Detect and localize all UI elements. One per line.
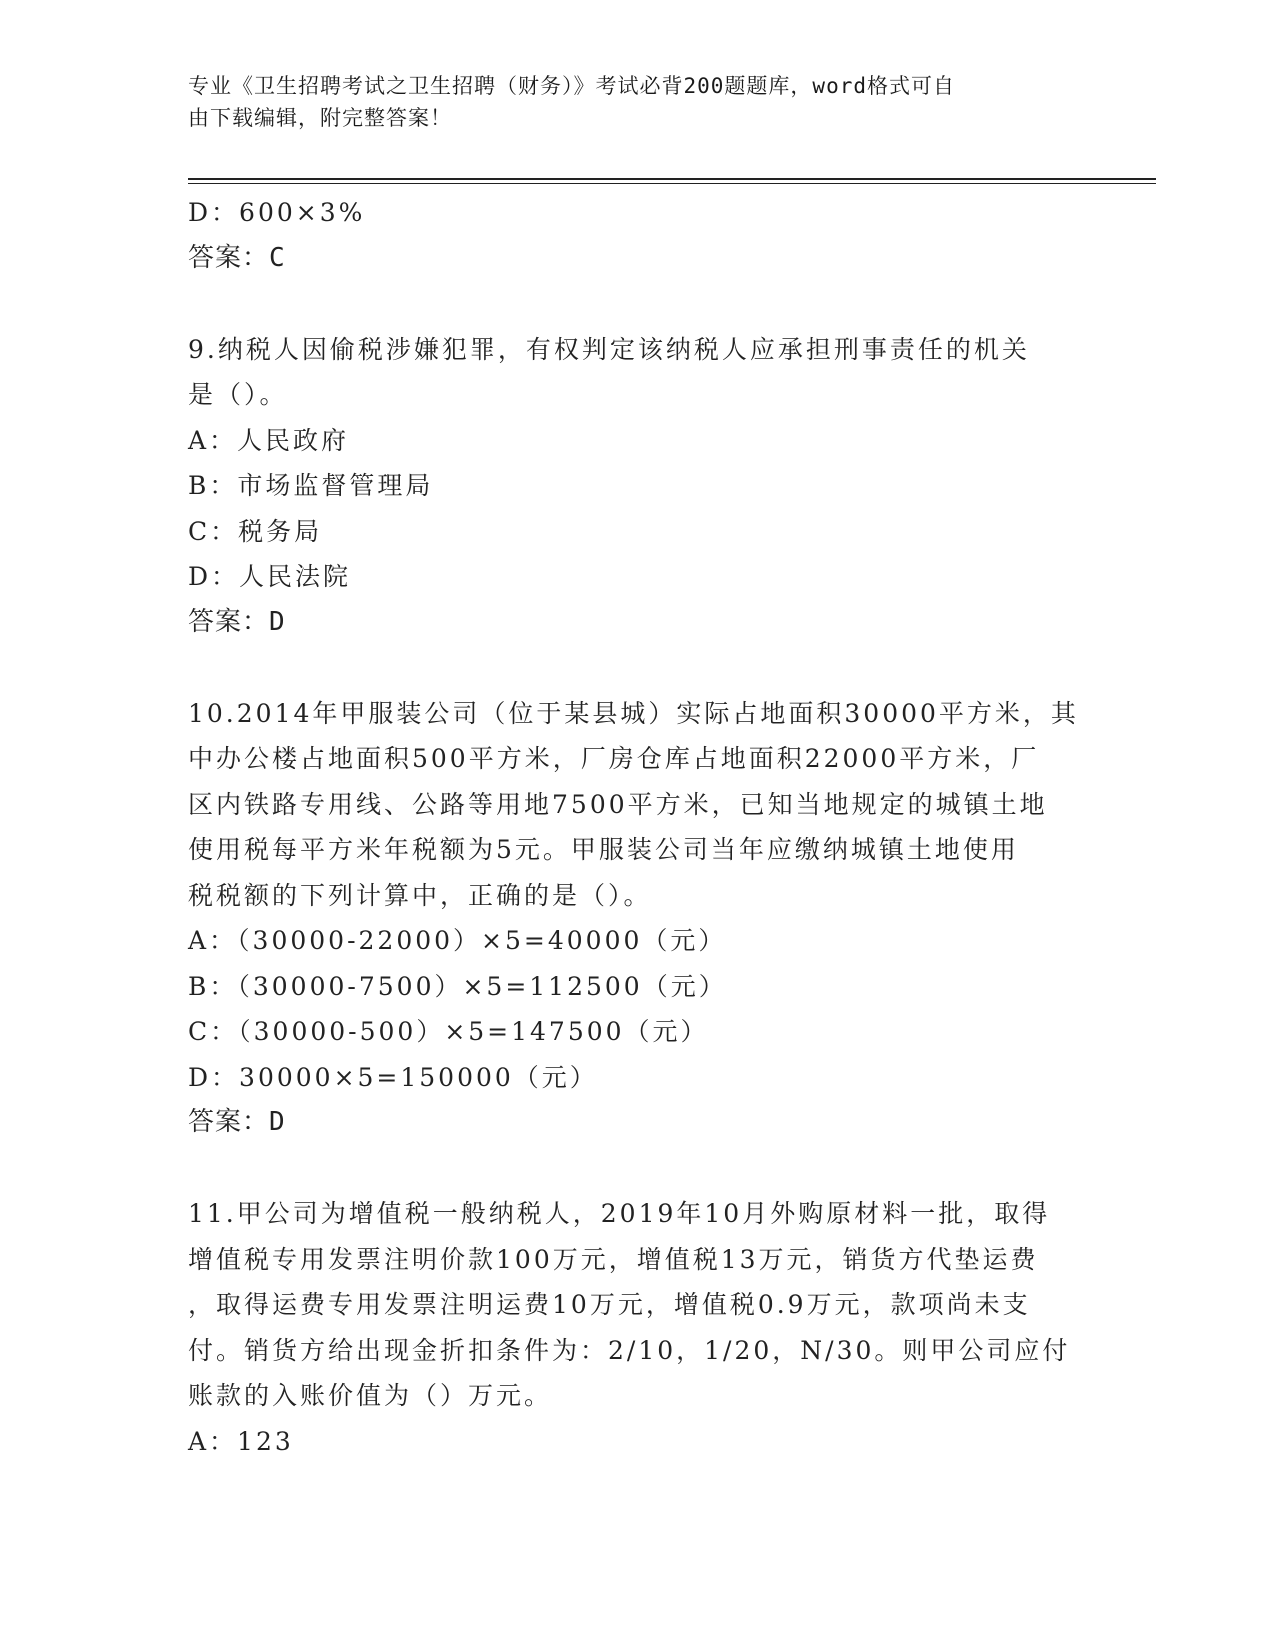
q9-option-a: A：人民政府 [188,425,350,455]
q11-stem-line: 增值税专用发票注明价款100万元，增值税13万元，销货方代垫运费 [188,1244,1039,1274]
header-line-1: 专业《卫生招聘考试之卫生招聘（财务）》考试必背200题题库，word格式可自 [188,74,955,98]
q10-stem-line: 使用税每平方米年税额为5元。甲服装公司当年应缴纳城镇土地使用 [188,835,1019,864]
q9-option-c: C：税务局 [188,516,323,546]
spacer [188,281,1078,327]
q10-option-a: A：（30000-22000）×5=40000（元） [188,926,727,955]
q11-option-a: A：123 [188,1426,294,1456]
header-divider-thin [188,183,1156,184]
question-11 [188,1191,1078,1464]
q10-stem-line: 中办公楼占地面积500平方米，厂房仓库占地面积22000平方米，厂 [188,744,1040,773]
question-10 [188,691,1078,1146]
q10-stem-line: 10.2014年甲服装公司（位于某县城）实际占地面积30000平方米，其 [188,698,1079,728]
q11-stem-line: ，取得运费专用发票注明运费10万元，增值税0.9万元，款项尚未支 [188,1290,1031,1319]
q11-stem-line: 11.甲公司为增值税一般纳税人，2019年10月外购原材料一批，取得 [188,1199,1051,1228]
q10-answer: 答案：D [188,1107,286,1137]
q10-option-b: B：（30000-7500）×5=112500（元） [188,971,727,1001]
prev-answer: 答案：C [188,242,286,273]
q9-answer: 答案：D [188,606,286,637]
q11-stem-line: 账款的入账价值为（）万元。 [188,1381,553,1410]
header-divider-thick [188,178,1156,180]
document-header [188,70,1068,134]
header-line-2: 由下载编辑，附完整答案！ [188,106,452,130]
q9-stem-line: 9.纳税人因偷税涉嫌犯罪，有权判定该纳税人应承担刑事责任的机关 [188,334,1030,364]
prev-option-d: D：600×3% [188,198,366,227]
q10-option-d: D：30000×5=150000（元） [188,1062,598,1092]
spacer [188,645,1078,691]
q10-stem-line: 区内铁路专用线、公路等用地7500平方米，已知当地规定的城镇土地 [188,789,1048,819]
q9-stem-line: 是（）。 [188,380,288,409]
page-content [188,190,1078,1464]
spacer [188,1146,1078,1192]
q9-option-d: D：人民法院 [188,562,352,591]
q11-stem-line: 付。销货方给出现金折扣条件为：2/10，1/20，N/30。则甲公司应付 [188,1335,1071,1365]
q10-stem-line: 税税额的下列计算中，正确的是（）。 [188,880,652,910]
q10-option-c: C：（30000-500）×5=147500（元） [188,1017,709,1046]
q9-option-b: B：市场监督管理局 [188,471,434,500]
question-9 [188,327,1078,646]
